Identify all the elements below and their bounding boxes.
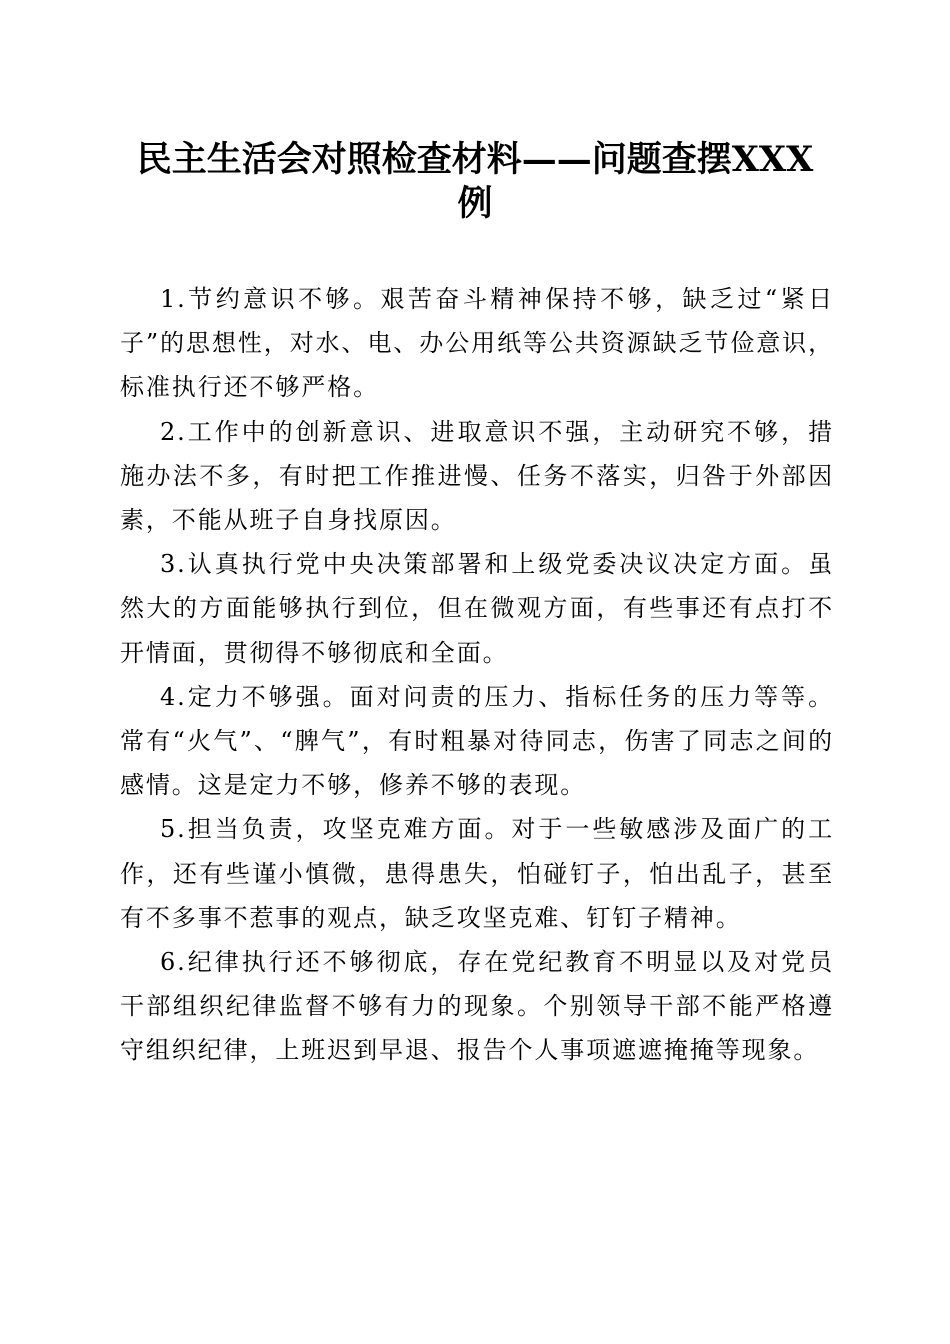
document-title: 民主生活会对照检查材料——问题查摆XXX例 [136, 139, 814, 224]
paragraph-6: 6.纪律执行还不够彻底，存在党纪教育不明显以及对党员干部组织纪律监督不够有力的现象。个别领导干部不能严格遵守组织纪律，上班迟到早退、报告个人事项遮遮掩掩等现象。 [120, 948, 834, 1065]
paragraph-5: 5.担当负责，攻坚克难方面。对于一些敏感涉及面广的工作，还有些谨小慎微，患得患失，怕碰钉子，怕出乱子，甚至有不多事不惹事的观点，缺乏攻坚克难、钉钉子精神。 [120, 815, 834, 932]
document-body [120, 277, 834, 1073]
paragraph-1: 1.节约意识不够。艰苦奋斗精神保持不够，缺乏过“紧日子”的思想性，对水、电、办公用纸等公共资源缺乏节俭意识，标准执行还不够严格。 [120, 285, 834, 402]
paragraph-4: 4.定力不够强。面对问责的压力、指标任务的压力等等。常有“火气”、“脾气”，有时粗暴对待同志，伤害了同志之间的感情。这是定力不够，修养不够的表现。 [120, 682, 834, 800]
paragraph-3: 3.认真执行党中央决策部署和上级党委决议决定方面。虽然大的方面能够执行到位，但在微观方面，有些事还有点打不开情面，贯彻得不够彻底和全面。 [120, 550, 834, 667]
paragraph-2: 2.工作中的创新意识、进取意识不强，主动研究不够，措施办法不多，有时把工作推进慢、任务不落实，归咎于外部因素，不能从班子自身找原因。 [120, 417, 834, 535]
